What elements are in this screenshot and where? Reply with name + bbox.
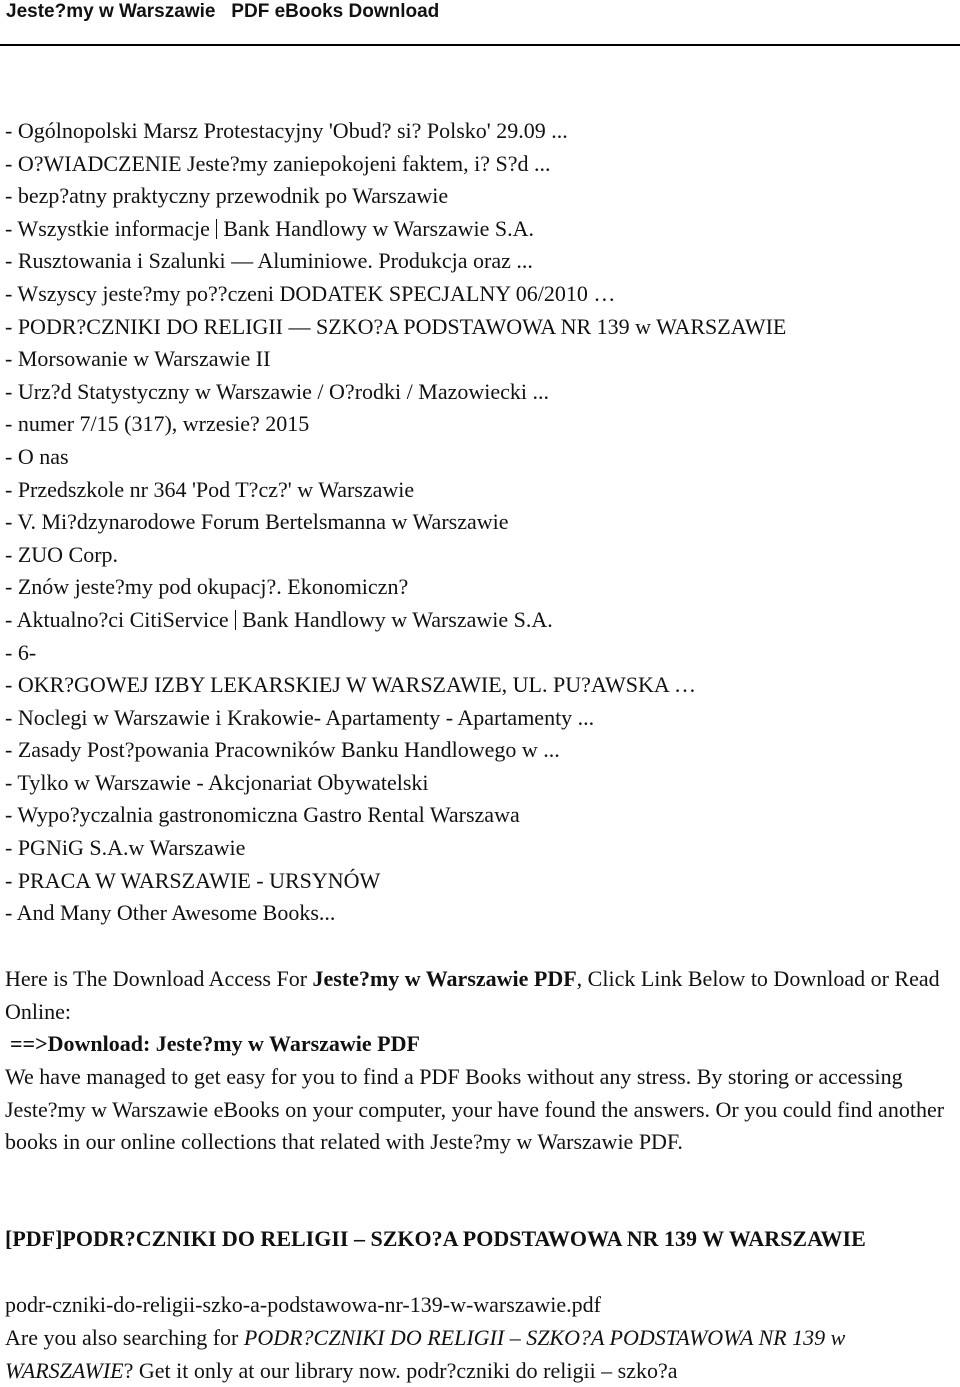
list-item[interactable]: - Rusztowania i Szalunki — Aluminiowe. Produkcja oraz ...: [5, 248, 533, 274]
list-item[interactable]: [5, 213, 786, 246]
list-item[interactable]: - Wszyscy jeste?my po??czeni DODATEK SPECJALNY 06/2010 …: [5, 280, 616, 306]
list-item[interactable]: - O?WIADCZENIE Jeste?my zaniepokojeni faktem, i? S?d ...: [5, 150, 551, 176]
list-item-part: - Wszystkie informacje: [5, 215, 210, 241]
header-divider: [0, 44, 960, 46]
description-paragraph: We have managed to get easy for you to find a PDF Books without any stress. By storing or accessing Jeste?my w Warszawie eBooks on your computer, your have found the answers. Or you could find another books in our online collections that related with Jeste?my w Warszawie PDF.: [5, 1064, 945, 1155]
related-books-list: [5, 115, 786, 930]
list-item[interactable]: - O nas: [5, 443, 69, 469]
search-book-title: PODR?CZNIKI DO RELIGII – SZKO?A PODSTAWOWA NR 139 w WARSZAWIE: [5, 1325, 846, 1383]
access-book-title: Jeste?my w Warszawie PDF: [312, 966, 577, 991]
list-item[interactable]: - bezp?atny praktyczny przewodnik po Warszawie: [5, 183, 449, 209]
list-item-part: Bank Handlowy w Warszawie S.A.: [242, 606, 553, 632]
list-item[interactable]: - OKR?GOWEJ IZBY LEKARSKIEJ W WARSZAWIE, UL. PU?AWSKA …: [5, 672, 697, 698]
page-header: [6, 0, 439, 26]
search-paragraph: [5, 1322, 945, 1387]
search-suffix: ? Get it only at our library now. podr?czniki do religii – szko?a: [123, 1357, 678, 1383]
list-item[interactable]: - Zasady Post?powania Pracowników Banku Handlowego w ...: [5, 737, 560, 763]
list-item[interactable]: - Urz?d Statystyczny w Warszawie / O?rodki / Mazowiecki ...: [5, 378, 549, 404]
list-item[interactable]: - ZUO Corp.: [5, 541, 119, 567]
list-item[interactable]: - 6-: [5, 639, 37, 665]
list-item[interactable]: - Noclegi w Warszawie i Krakowie- Apartamenty - Apartamenty ...: [5, 704, 595, 730]
list-item[interactable]: - Wypo?yczalnia gastronomiczna Gastro Rental Warszawa: [5, 802, 520, 828]
search-prefix: Are you also searching for: [5, 1325, 244, 1350]
header-subtitle: PDF eBooks Download: [231, 1, 440, 22]
access-suffix: , Click Link Below to Download or Read Online:: [5, 966, 940, 1024]
pdf-filename: podr-czniki-do-religii-szko-a-podstawowa-nr-139-w-warszawie.pdf: [5, 1292, 601, 1317]
list-item[interactable]: [5, 604, 786, 637]
list-item[interactable]: - Ogólnopolski Marsz Protestacyjny 'Obud? si? Polsko' 29.09 ...: [5, 118, 568, 143]
separator-bar: [235, 610, 237, 630]
list-item-part: Bank Handlowy w Warszawie S.A.: [223, 215, 535, 241]
access-paragraph: [5, 963, 945, 1028]
list-item[interactable]: - Tylko w Warszawie - Akcjonariat Obywatelski: [5, 769, 429, 795]
list-item[interactable]: - Przedszkole nr 364 'Pod T?cz?' w Warszawie: [5, 476, 415, 502]
separator-bar: [216, 219, 218, 239]
list-item[interactable]: - PRACA W WARSZAWIE - URSYNÓW: [5, 867, 381, 893]
list-item-part: - Aktualno?ci CitiService: [5, 606, 229, 632]
section-title: [PDF]PODR?CZNIKI DO RELIGII – SZKO?A PODSTAWOWA NR 139 W WARSZAWIE: [5, 1226, 866, 1251]
list-item[interactable]: - Morsowanie w Warszawie II: [5, 346, 271, 372]
list-item[interactable]: - PODR?CZNIKI DO RELIGII — SZKO?A PODSTAWOWA NR 139 w WARSZAWIE: [5, 313, 787, 339]
list-item[interactable]: - numer 7/15 (317), wrzesie? 2015: [5, 411, 310, 437]
header-title: Jeste?my w Warszawie: [6, 1, 216, 22]
list-item[interactable]: - V. Mi?dzynarodowe Forum Bertelsmanna w Warszawie: [5, 509, 509, 535]
list-item: - And Many Other Awesome Books...: [5, 900, 336, 926]
download-link[interactable]: ==>Download: Jeste?my w Warszawie PDF: [10, 1031, 420, 1056]
list-item[interactable]: - PGNiG S.A.w Warszawie: [5, 835, 246, 861]
list-item[interactable]: - Znów jeste?my pod okupacj?. Ekonomiczn?: [5, 574, 409, 600]
access-prefix: Here is The Download Access For: [5, 966, 313, 991]
